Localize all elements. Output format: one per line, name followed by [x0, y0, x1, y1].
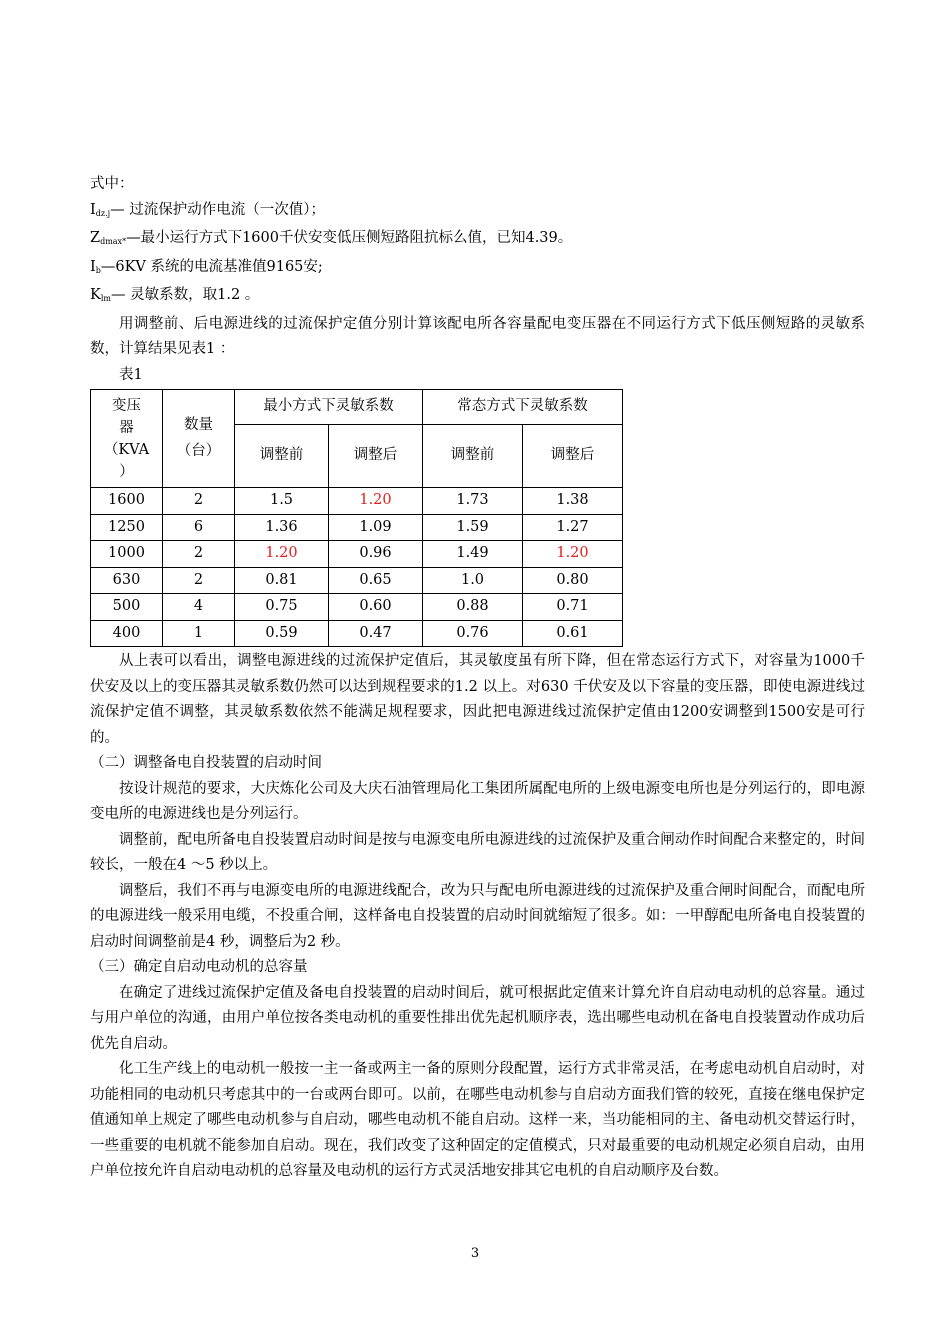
definition-ib: [90, 255, 865, 284]
cell-norm-before: 1.49: [423, 541, 523, 568]
symbol: I: [90, 258, 96, 275]
symbol-subscript: lm: [100, 294, 111, 303]
intro-paragraph: 用调整前、后电源进线的过流保护定值分别计算该配电所各容量配电变压器在不同运行方式下低压侧短路的灵敏系数，计算结果见表1 ：: [90, 315, 865, 357]
cell-min-after: 1.20: [329, 488, 423, 515]
cell-norm-before: 1.59: [423, 514, 523, 541]
cell-norm-before: 0.88: [423, 594, 523, 621]
cell-min-after: 0.47: [329, 620, 423, 647]
table-row: [91, 541, 623, 568]
cell-min-after: 0.96: [329, 541, 423, 568]
symbol: Z: [90, 230, 101, 246]
cell-norm-before: 1.73: [423, 488, 523, 515]
header-line: 器: [119, 419, 134, 436]
symbol-subscript: dmax*: [100, 237, 127, 246]
cell-kva: 400: [91, 620, 163, 647]
section-2-paragraph: 按设计规范的要求，大庆炼化公司及大庆石油管理局化工集团所属配电所的上级电源变电所也是分列运行的，即电源变电所的电源进线也是分列运行。: [90, 780, 865, 822]
header-norm-before: 调整前: [423, 425, 523, 488]
header-line: ）: [119, 463, 134, 480]
header-count: [163, 390, 235, 488]
table-row: [91, 567, 623, 594]
definition-text: — 过流保护动作电流（一次值）；: [110, 201, 325, 218]
symbol-subscript: b: [95, 265, 101, 275]
analysis-paragraph: 从上表可以看出，调整电源进线的过流保护定值后，其灵敏度虽有所下降，但在常态运行方式下，对容量为1000千伏安及以上的变压器其灵敏系数仍然可以达到规程要求的1.2 以上。对630 千伏安及以下容量的变压器，即使电源进线过流保护定值不调整，其灵敏系数依然不能满足规程要求，因此把电源进线过流保护定值由1200安调整到1500安是可行的。: [90, 653, 865, 746]
cell-count: 4: [163, 594, 235, 621]
section-3-paragraph: 在确定了进线过流保护定值及备电自投装置的启动时间后，就可根据此定值来计算允许自启动电动机的总容量。通过与用户单位的沟通，由用户单位按各类电动机的重要性排出优先起机顺序表，选出哪些电动机在备电自投装置动作成功后优先自启动。: [90, 984, 865, 1052]
cell-min-after: 0.60: [329, 594, 423, 621]
table-label: 表1: [119, 366, 143, 383]
cell-min-before: 0.59: [235, 620, 329, 647]
cell-count: 1: [163, 620, 235, 647]
cell-norm-after: 1.38: [523, 488, 623, 515]
header-min-mode: 最小方式下灵敏系数: [235, 390, 423, 425]
cell-norm-after: 0.80: [523, 567, 623, 594]
header-normal-mode: 常态方式下灵敏系数: [423, 390, 623, 425]
cell-min-before: 1.36: [235, 514, 329, 541]
header-min-before: 调整前: [235, 425, 329, 488]
definition-text: —最小运行方式下1600千伏安变低压侧短路阻抗标么值，已知4.39。: [126, 230, 573, 246]
cell-min-before: 1.20: [235, 541, 329, 568]
cell-kva: 1000: [91, 541, 163, 568]
cell-norm-after: 0.71: [523, 594, 623, 621]
header-line: 变压: [112, 397, 141, 414]
cell-count: 2: [163, 541, 235, 568]
definition-idzj: [90, 198, 865, 227]
header-line: 数量: [184, 417, 213, 433]
cell-kva: 500: [91, 594, 163, 621]
table-row: [91, 620, 623, 647]
cell-min-before: 1.5: [235, 488, 329, 515]
cell-count: 2: [163, 488, 235, 515]
section-2-heading: （二）调整备电自投装置的启动时间: [90, 755, 322, 771]
section-2-paragraph: 调整前，配电所备电自投装置启动时间是按与电源变电所电源进线的过流保护及重合闸动作时间配合来整定的，时间较长，一般在4 ～5 秒以上。: [90, 831, 865, 873]
cell-norm-after: 1.20: [523, 541, 623, 568]
cell-norm-after: 1.27: [523, 514, 623, 541]
cell-norm-before: 1.0: [423, 567, 523, 594]
cell-norm-before: 0.76: [423, 620, 523, 647]
cell-kva: 630: [91, 567, 163, 594]
definition-text: — 灵敏系数，取1.2 。: [111, 287, 260, 303]
header-norm-after: 调整后: [523, 425, 623, 488]
table-row: [91, 514, 623, 541]
section-3-heading: （三）确定自启动电动机的总容量: [90, 959, 308, 975]
section-3-paragraph: 化工生产线上的电动机一般按一主一备或两主一备的原则分段配置，运行方式非常灵活，在考虑电动机自启动时，对功能相同的电动机只考虑其中的一台或两台即可。以前，在哪些电动机参与自启动方面我们管的较死，直接在继电保护定值通知单上规定了哪些电动机参与自启动，哪些电动机不能自启动。这样一来，当功能相同的主、备电动机交替运行时，一些重要的电机就不能参加自启动。现在，我们改变了这种固定的定值模式，只对最重要的电动机规定必须自启动，由用户单位按允许自启动电动机的总容量及电动机的运行方式灵活地安排其它电机的自启动顺序及台数。: [90, 1061, 865, 1179]
cell-min-after: 0.65: [329, 567, 423, 594]
symbol: K: [90, 287, 101, 303]
header-line: （台）: [176, 442, 221, 459]
cell-count: 6: [163, 514, 235, 541]
table-header-row: [91, 390, 623, 425]
page-number: 3: [470, 1246, 480, 1261]
definitions-heading: 式中：: [90, 176, 134, 192]
cell-min-after: 1.09: [329, 514, 423, 541]
cell-min-before: 0.81: [235, 567, 329, 594]
cell-norm-after: 0.61: [523, 620, 623, 647]
section-2-paragraph: 调整后，我们不再与电源变电所的电源进线配合，改为只与配电所电源进线的过流保护及重合闸时间配合，而配电所的电源进线一般采用电缆，不投重合闸，这样备电自投装置的启动时间就缩短了很多。如：一甲醇配电所备电自投装置的启动时间调整前是4 秒，调整后为2 秒。: [90, 882, 865, 950]
table-row: [91, 488, 623, 515]
header-transformer-kva: [91, 390, 163, 488]
header-line: （KVA: [103, 441, 150, 458]
header-min-after: 调整后: [329, 425, 423, 488]
symbol-subscript: dz.j: [95, 208, 111, 218]
page-content: [90, 172, 865, 1185]
cell-kva: 1600: [91, 488, 163, 515]
cell-min-before: 0.75: [235, 594, 329, 621]
definition-zdmax: [90, 226, 865, 255]
cell-kva: 1250: [91, 514, 163, 541]
definition-klm: [90, 283, 865, 312]
symbol: I: [90, 201, 96, 218]
definition-text: —6KV 系统的电流基准值9165安;: [100, 258, 323, 275]
cell-count: 2: [163, 567, 235, 594]
sensitivity-table: [90, 389, 623, 647]
table-row: [91, 594, 623, 621]
